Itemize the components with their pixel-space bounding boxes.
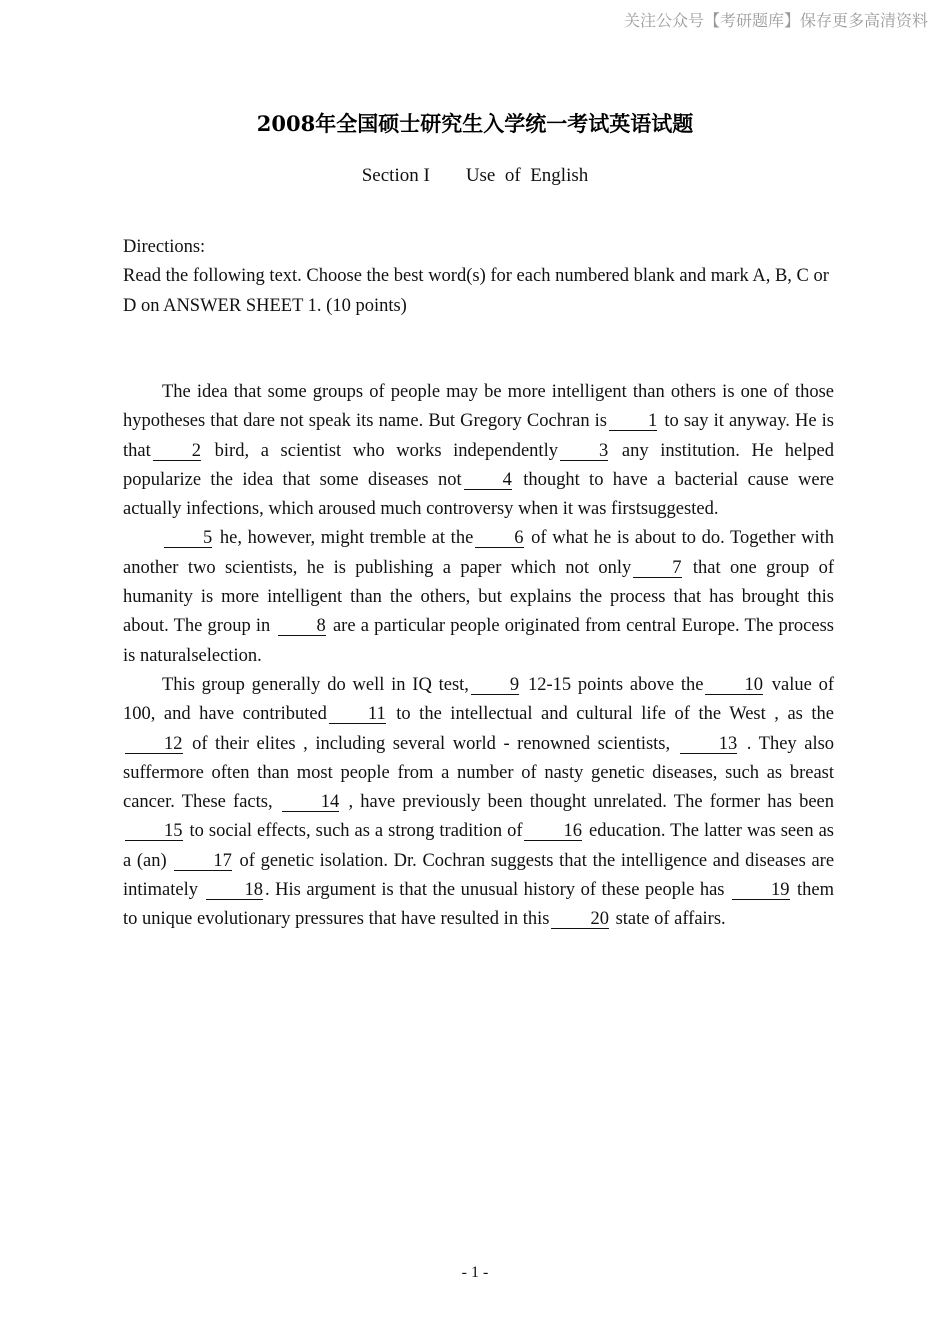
passage-text: The idea that some groups of people may be more intelligent than others is one of those hypotheses that dare not speak its name. But Gregory Cochran is (123, 382, 834, 432)
passage-text: to say it anyway. He is that (123, 411, 834, 461)
blank-8: 8 (278, 617, 326, 636)
passage-text: are a particular people originated from central Europe. The process is naturalselection. (123, 616, 834, 666)
blank-19: 19 (732, 881, 790, 900)
blank-13: 13 (680, 735, 738, 754)
page-number: - 1 - (461, 1264, 489, 1281)
directions-block (123, 233, 834, 321)
section-name: Use of English (465, 165, 589, 186)
blank-15: 15 (125, 822, 183, 841)
blank-3: 3 (560, 442, 608, 461)
passage-text: them to unique evolutionary pressures that have resulted in this (123, 880, 835, 930)
passage-text: This group generally do well in IQ test, (162, 674, 469, 695)
blank-1: 1 (609, 412, 657, 431)
blank-11: 11 (329, 705, 386, 724)
blank-4: 4 (464, 471, 512, 490)
passage-text: , have previously been thought unrelated. The former has been (348, 792, 835, 813)
passage-text: 12-15 points above the (527, 674, 704, 695)
blank-9: 9 (471, 676, 519, 695)
cloze-passage (123, 378, 834, 935)
paragraph-3 (123, 671, 834, 935)
passage-text: any institution. He helped popularize the idea that some diseases not (123, 440, 835, 490)
passage-text: . They also suffermore often than most people from a number of nasty genetic diseases, such as breast cancer. These facts, (123, 733, 835, 813)
exam-title: 2008年全国硕士研究生入学统一考试英语试题 (256, 111, 694, 136)
passage-text: of what he is about to do. Together with another two scientists, he is publishing a paper which not only (123, 528, 834, 578)
passage-text: education. The latter was seen as a (an) (123, 821, 834, 871)
passage-text: . His argument is that the unusual history of these people has (265, 880, 725, 901)
passage-text: of their elites , including several world - renowned scientists, (192, 733, 671, 754)
paragraph-2 (123, 524, 834, 670)
blank-12: 12 (125, 735, 183, 754)
blank-2: 2 (153, 442, 201, 461)
passage-text: thought to have a bacterial cause were actually infections, which aroused much controversy when it was firstsuggested. (123, 469, 834, 520)
section-heading (0, 165, 950, 187)
blank-10: 10 (705, 676, 763, 695)
paragraph-1 (123, 378, 834, 524)
blank-20: 20 (551, 910, 609, 929)
passage-text: to social effects, such as a strong tradition of (189, 821, 523, 842)
passage-text: he, however, might tremble at the (219, 528, 474, 549)
passage-text: to the intellectual and cultural life of the West , as the (396, 704, 835, 725)
blank-17: 17 (174, 852, 232, 871)
passage-text: value of 100, and have contributed (123, 674, 835, 725)
blank-14: 14 (282, 793, 340, 812)
watermark-text: 关注公众号【考研题库】保存更多高清资料 (623, 11, 928, 30)
section-label: Section I (361, 165, 430, 186)
blank-5: 5 (164, 529, 212, 548)
blank-6: 6 (475, 529, 523, 548)
directions-heading: Directions: (123, 237, 206, 257)
passage-text: of genetic isolation. Dr. Cochran suggests that the intelligence and diseases are intimately (123, 850, 835, 901)
directions-text: Read the following text. Choose the best word(s) for each numbered blank and mark A, B, C or D on ANSWER SHEET 1. (10 points) (123, 266, 829, 316)
passage-text: that one group of humanity is more intelligent than the others, but explains the process that has brought this about. The group in (123, 557, 835, 637)
blank-7: 7 (633, 559, 681, 578)
passage-text: bird, a scientist who works independently (214, 440, 558, 461)
passage-text: state of affairs. (615, 909, 726, 930)
blank-18: 18 (206, 881, 264, 900)
blank-16: 16 (524, 822, 582, 841)
